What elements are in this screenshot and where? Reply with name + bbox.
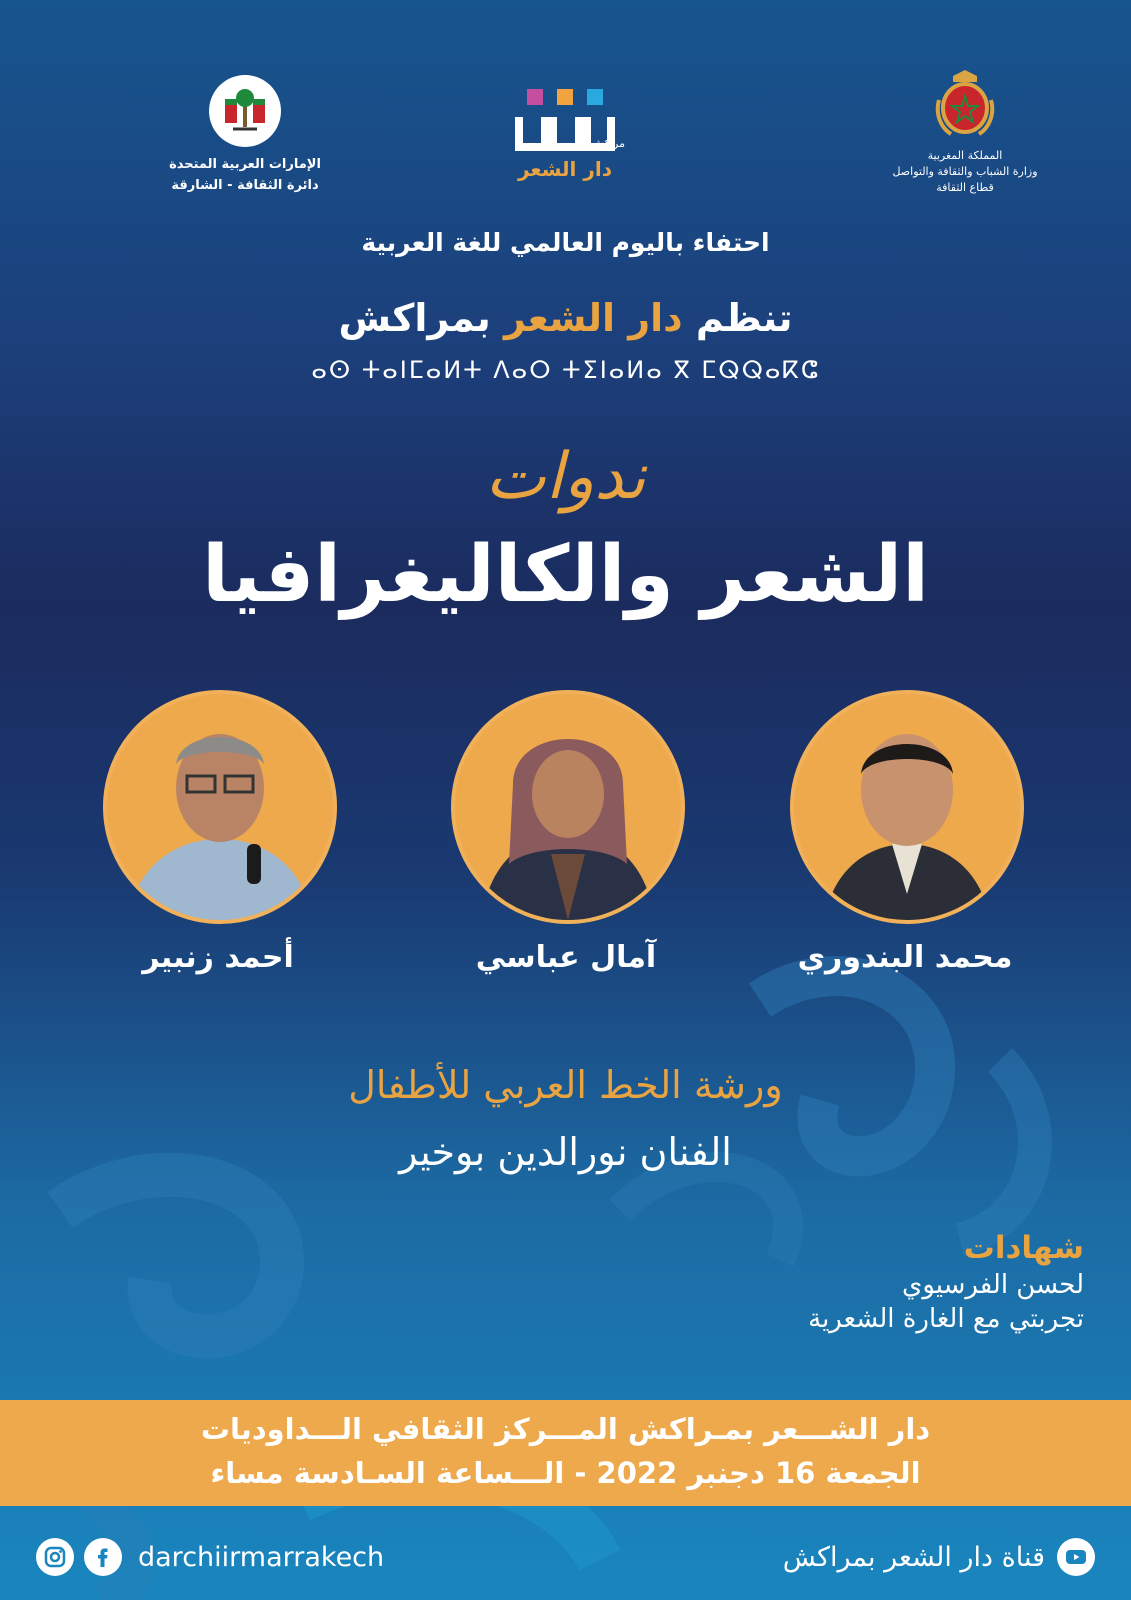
instagram-icon[interactable] (36, 1538, 74, 1576)
tifinagh-line: ⴰⵙ ⵜⴰⵏⵎⴰⵍⵜ ⴷⴰⵔ ⵜⵉⵏⴰⵍⴰ ⴳ ⵎⵕⵕⴰⴽⵛ (311, 356, 820, 384)
speaker-card (451, 690, 681, 975)
youtube-channel[interactable] (783, 1535, 1095, 1579)
speaker-name: أحمد زنبير (142, 940, 294, 975)
uae-emblem-icon (209, 75, 281, 147)
uae-line2: دائرة الثقافة - الشارقة (171, 178, 319, 193)
sharjah-culture-logo (120, 75, 370, 193)
testimony-heading: شهادات (963, 1230, 1084, 1266)
youtube-channel-name[interactable]: قناة دار الشعر بمراكش (782, 1541, 1045, 1573)
facebook-icon[interactable] (84, 1538, 122, 1576)
speaker-photo (103, 690, 337, 924)
testimony-block (684, 1230, 1084, 1334)
date-line: الجمعة 16 دجنبر 2022 - الـــساعة السـادسة مساء (210, 1456, 921, 1490)
speaker-photo (451, 690, 685, 924)
logo-square-magenta (527, 89, 543, 105)
logo-square-orange (557, 89, 573, 105)
dar-logo-city: مراكش (590, 137, 625, 150)
speaker-name: محمد البندوري (797, 940, 1013, 975)
organizer-line (0, 296, 1131, 340)
morocco-emblem-icon (933, 70, 997, 142)
dar-logo-brand: دار الشعر (517, 157, 613, 181)
social-handle[interactable]: darchiirmarrakech (138, 1541, 385, 1573)
organizer-part2: بمراكش (338, 296, 491, 340)
organizer-part1: تنظم (695, 296, 793, 340)
morocco-line3: قطاع الثقافة (936, 181, 994, 194)
ribbon-label: ندوات (485, 440, 646, 514)
workshop-title: ورشة الخط العربي للأطفال (348, 1063, 783, 1107)
youtube-icon[interactable] (1057, 1538, 1095, 1576)
testimony-topic: تجربتي مع الغارة الشعرية (808, 1304, 1084, 1334)
speaker-name: آمال عباسي (475, 940, 657, 975)
morocco-line1: المملكة المغربية (927, 149, 1003, 162)
speaker-card (790, 690, 1020, 975)
dar-chiir-logo (505, 85, 625, 195)
workshop-artist: الفنان نورالدين بوخير (399, 1130, 732, 1174)
speaker-card (103, 690, 333, 975)
organizer-highlight: دار الشعر (503, 296, 683, 340)
venue-line: دار الشـــعر بمـراكش المـــركز الثقافي الـــداوديات (200, 1412, 931, 1446)
social-links (36, 1535, 384, 1579)
speaker-photo (790, 690, 1024, 924)
testimony-speaker: لحسن الفرسيوي (901, 1270, 1084, 1300)
morocco-ministry-logo (885, 70, 1045, 194)
uae-line1: الإمارات العربية المتحدة (169, 157, 321, 172)
logo-square-blue (587, 89, 603, 105)
event-title: الشعر والكاليغرافيا (202, 530, 929, 620)
intro-line: احتفاء باليوم العالمي للغة العربية (361, 228, 770, 257)
morocco-line2: وزارة الشباب والثقافة والتواصل (892, 165, 1038, 178)
